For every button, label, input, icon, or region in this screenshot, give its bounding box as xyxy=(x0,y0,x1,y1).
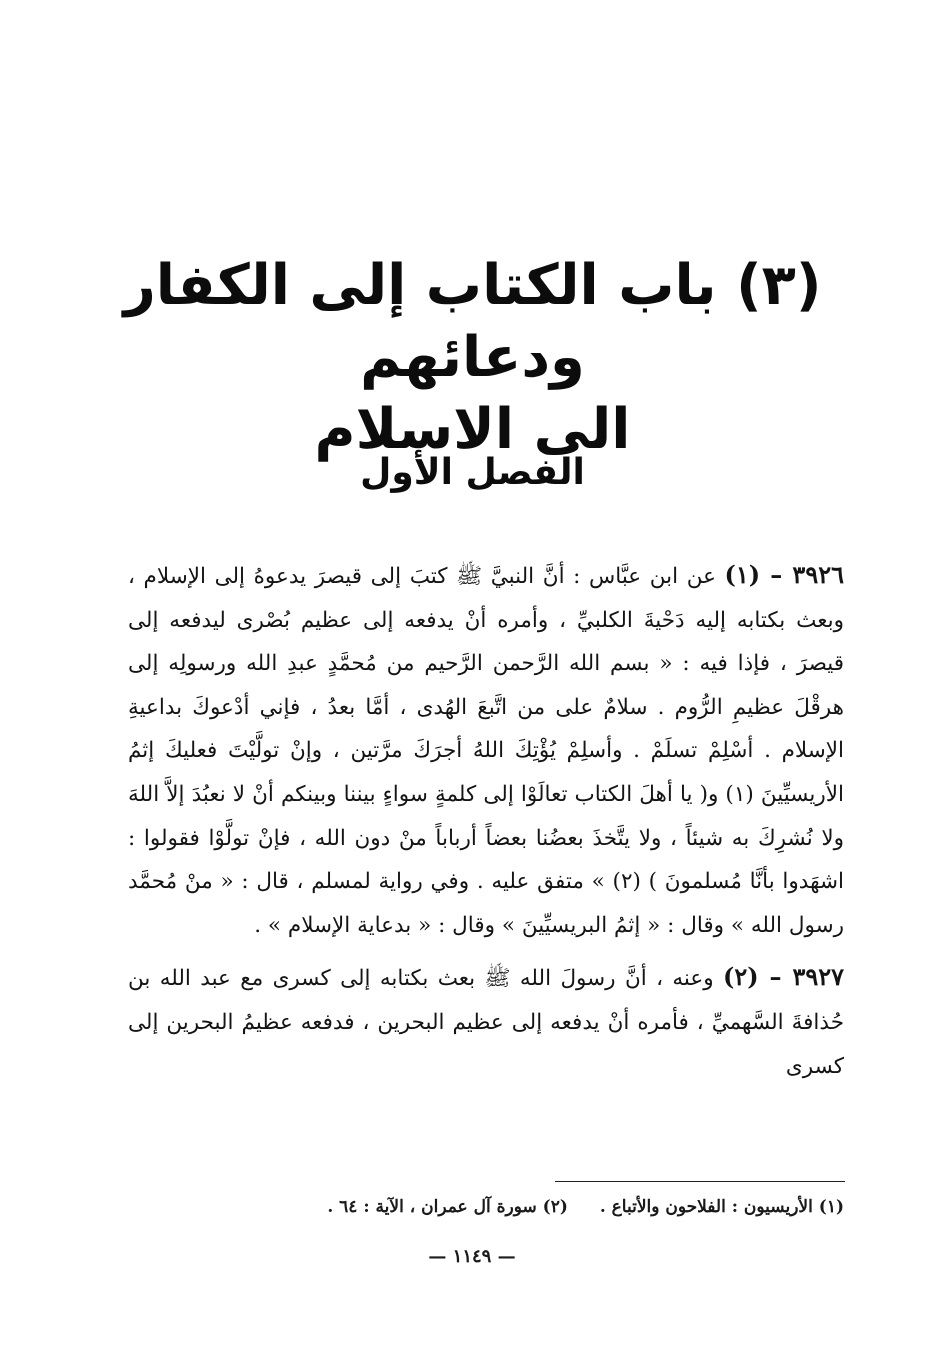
footnotes xyxy=(128,1193,844,1221)
chapter-title-line-1: (٣) باب الكتاب إلى الكفار ودعائهم xyxy=(123,253,822,390)
section-title: الفصل الأول xyxy=(360,452,585,493)
hadith-text: وعنه ، أنَّ رسولَ الله ﷺ بعث بكتابه إلى كسرى مع عبد الله بن حُذافةَ السَّهميِّ ، فأمره أنْ يدفعه إلى عظيم البحرين ، فدفعه عظيمُ البحرين إلى كسرى xyxy=(128,966,844,1079)
footnote-1: (١) الأريسيون : الفلاحون والأتباع . xyxy=(599,1197,844,1217)
hadith-number: ٣٩٢٧ – (٢) xyxy=(723,962,844,992)
hadith-paragraph-3926 xyxy=(128,553,844,947)
chapter-title-line-2: الى الاسلام xyxy=(314,397,631,462)
hadith-body xyxy=(128,553,844,1096)
hadith-number: ٣٩٢٦ – (١) xyxy=(724,560,844,589)
chapter-title xyxy=(100,250,845,466)
footnote-divider xyxy=(555,1181,845,1182)
footnote-2: (٢) سورة آل عمران ، الآية : ٦٤ . xyxy=(327,1197,568,1217)
hadith-text: عن ابن عبَّاس : أنَّ النبيَّ ﷺ كتبَ إلى قيصرَ يدعوهُ إلى الإسلام ، وبعث بكتابه إليه دَحْيةَ الكلبيِّ ، وأمره أنْ يدفعه إلى عظيم بُصْرى ليدفعه إلى قيصرَ ، فإذا فيه : « بسم الله الرَّحمن الرَّحيم من مُحمَّدٍ عبدِ الله ورسولِه إلى هرقْلَ عظيمِ الرُّوم . سلامٌ على من اتَّبعَ الهُدى ، أمَّا بعدُ ، فإني أدْعوكَ بداعيةِ الإسلام . أسْلِمْ تسلَمْ . وأسلِمْ يُؤْتِكَ اللهُ أجرَكَ مرَّتين ، وإنْ تولَّيْتَ فعليكَ إثمُ الأريسيِّينَ (١) و( يا أهلَ الكتاب تعالَوْا إلى كلمةٍ سواءٍ بيننا وبينكم أنْ لا نعبُدَ إلاَّ اللهَ ولا نُشرِكَ به شيئاً ، ولا يتَّخذَ بعضُنا بعضاً أرباباً منْ دون الله ، فإنْ تولَّوْا فقولوا : اشهَدوا بأنَّا مُسلمونَ ) (٢) » متفق عليه . وفي رواية لمسلم ، قال : « منْ مُحمَّد رسول الله » وقال : « إثمُ البريسيِّينَ » وقال : « بدعاية الإسلام » . xyxy=(128,564,844,938)
hadith-paragraph-3927 xyxy=(128,955,844,1088)
page-number: — ١١٤٩ — xyxy=(428,1246,516,1267)
